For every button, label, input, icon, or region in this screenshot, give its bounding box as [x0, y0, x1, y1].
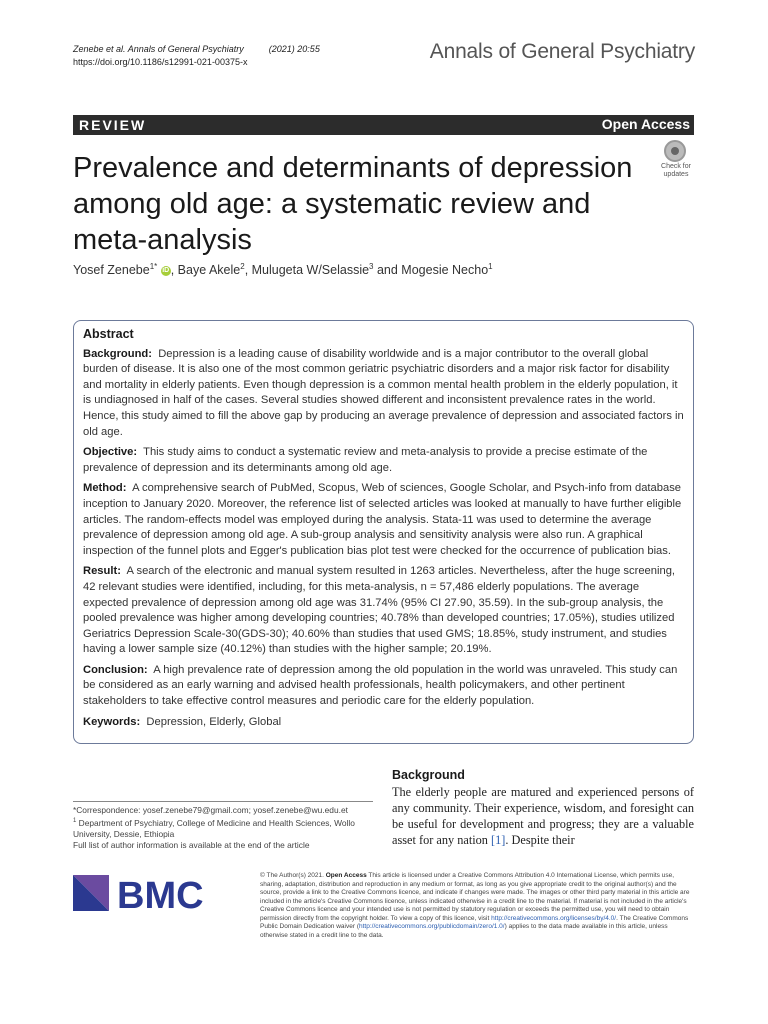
- article-type-label: REVIEW: [79, 117, 147, 133]
- affiliation-text: Department of Psychiatry, College of Medicine and Health Sciences, Wollo University, Dessie, Ethiopia: [73, 817, 355, 839]
- bmc-logo: [73, 875, 213, 915]
- crossmark-line2: updates: [663, 171, 689, 178]
- doi-link[interactable]: https://doi.org/10.1186/s12991-021-00375-x: [73, 57, 248, 67]
- body-text: The elderly people are matured and experienced persons of any community. Their experience, wisdom, and foresight can be useful for development and progress; they are a valuable asset for any nation: [392, 785, 694, 847]
- orcid-icon[interactable]: iD: [162, 266, 170, 274]
- author-1[interactable]: Yosef Zenebe: [73, 263, 150, 278]
- check-for-updates-badge[interactable]: [655, 140, 697, 180]
- abstract-method: [83, 481, 685, 559]
- abstract-heading: Abstract: [83, 327, 134, 341]
- license-statement: © The Author(s) 2021. Open Access This article is licensed under a Creative Commons Attribution 4.0 International License, which permits use, sharing, adaptation, distribution and reproduction in any medium or format, as long as you give appropriate credit to the original author(s) and the source, provide a link to the Creative Commons licence, and indicate if changes were made. The images or other third party material in this article are included in the article's Creative Commons licence, unless indicated otherwise in a credit line to the material. If material is not included in the article's Creative Commons licence and your intended use is not permitted by statutory regulation or exceeds the permitted use, you will need to obtain permission directly from the copyright holder. To view a copy of this licence, visit http://creativecommons.org/licenses/by/4.0/. The Creative Commons Public Domain Dedication waiver (http://creativecommons.org/publicdomain/zero/1.0/) applies to the data made available in this article, unless otherwise stated in a credit line to the data.: [260, 872, 690, 939]
- license-oa-label: Open Access: [325, 872, 367, 879]
- body-text-end: . Despite their: [505, 833, 575, 847]
- author-3[interactable]: , Mulugeta W/Selassie: [244, 263, 370, 278]
- objective-label: Objective:: [83, 446, 138, 459]
- bmc-logo-icon: [73, 875, 213, 915]
- bmc-logo-text: BMC: [117, 875, 204, 915]
- author-4-affil: 1: [488, 262, 493, 271]
- abstract-box: [73, 320, 694, 744]
- article-type-banner: [73, 115, 694, 135]
- abstract-objective: [83, 445, 685, 476]
- author-4[interactable]: and Mogesie Necho: [373, 263, 489, 278]
- header-citation: Zenebe et al. Annals of General Psychiatry: [73, 44, 244, 54]
- method-text: A comprehensive search of PubMed, Scopus, Web of sciences, Google Scholar, and Psych-info from database inception to January 2020. Moreover, the reference list of selected articles was looked at manually to have further eligible articles. The random-effects model was employed during the analysis. Stata-11 was used to determine the average prevalence of depression among old age. A sub-group analysis and sensitivity analysis were also run. A graphical inspection of the funnel plots and Egger's publication bias plot test were checked for the occurrence of publication bias.: [83, 482, 682, 557]
- correspondence-note: [73, 801, 373, 851]
- author-3-affil: 3: [369, 262, 374, 271]
- abstract-conclusion: [83, 663, 685, 710]
- body-paragraph: [392, 784, 694, 848]
- crossmark-icon: [664, 140, 686, 162]
- author-list: [73, 262, 493, 277]
- running-header: [73, 43, 320, 69]
- background-text: Depression is a leading cause of disability worldwide and is a major contributor to the overall global burden of disease. It is also one of the most common geriatric psychiatric disorders and a major risk factor for disability and mortality in elderly patients. Even though depression is a common mental health problem in the elderly population, it is undiagnosed in half of the cases. Several studies showed different and inconsistent prevalence rates in the world. Hence, this study aimed to fill the above gap by producing an average prevalence of depression and associated factors in old age.: [83, 347, 684, 438]
- open-access-label: Open Access: [601, 116, 690, 132]
- license-link[interactable]: http://creativecommons.org/licenses/by/4.0/: [491, 914, 617, 922]
- result-label: Result:: [83, 565, 121, 578]
- article-title: Prevalence and determinants of depression among old age: a systematic review and meta-analysis: [73, 152, 633, 256]
- header-year: (2021) 20:55: [268, 44, 320, 54]
- author-1-affil: 1*: [149, 262, 158, 271]
- crossmark-line1: Check for: [661, 163, 691, 170]
- abstract-result: [83, 564, 685, 658]
- conclusion-label: Conclusion:: [83, 663, 148, 676]
- journal-name: Annals of General Psychiatry: [429, 40, 695, 63]
- correspondence-email[interactable]: *Correspondence: yosef.zenebe79@gmail.com; yosef.zenebe@wu.edu.et: [73, 805, 348, 815]
- section-heading: Background: [392, 768, 465, 782]
- affil-number: 1: [73, 818, 77, 824]
- public-domain-link[interactable]: http://creativecommons.org/publicdomain/zero/1.0/: [359, 923, 505, 930]
- background-label: Background:: [83, 347, 152, 360]
- keywords-text: Depression, Elderly, Global: [146, 715, 282, 728]
- abstract-keywords: [83, 715, 685, 731]
- keywords-label: Keywords:: [83, 715, 141, 728]
- objective-text: This study aims to conduct a systematic review and meta-analysis to provide a precise estimate of the prevalence of depression and its determinants among old age.: [83, 446, 648, 474]
- method-label: Method:: [83, 482, 127, 495]
- citation-link[interactable]: [1]: [491, 833, 506, 847]
- author-info-note: Full list of author information is available at the end of the article: [73, 839, 310, 850]
- author-2[interactable]: , Baye Akele: [170, 263, 241, 278]
- result-text: A search of the electronic and manual system resulted in 1263 articles. Nevertheless, after the huge screening, 42 relevant studies were identified, including, for this meta-analysis, n = 57,486 elderly populations. The average expected prevalence of depression among old age was 31.74% (95% CI 27.90, 35.59). In the sub-group analysis, the pooled prevalence was higher among developing countries; 40.78% than developed countries; 17.05%), studies utilized Geriatrics Depression Scale-30(GDS-30); 40.60% than studies that used GMS; 18.85%, study instrument, and studies having a lower sample size (40.12%) than studies with the higher sample; 20.19%.: [83, 565, 676, 656]
- author-2-affil: 2: [240, 262, 245, 271]
- conclusion-text: A high prevalence rate of depression among the old population in the world was unraveled. This study can be considered as an early warning and advised health professionals, health policymakers, and other pertinent stakeholders to take effective control measures and periodic care for the elderly population.: [83, 663, 678, 708]
- abstract-background: [83, 347, 685, 441]
